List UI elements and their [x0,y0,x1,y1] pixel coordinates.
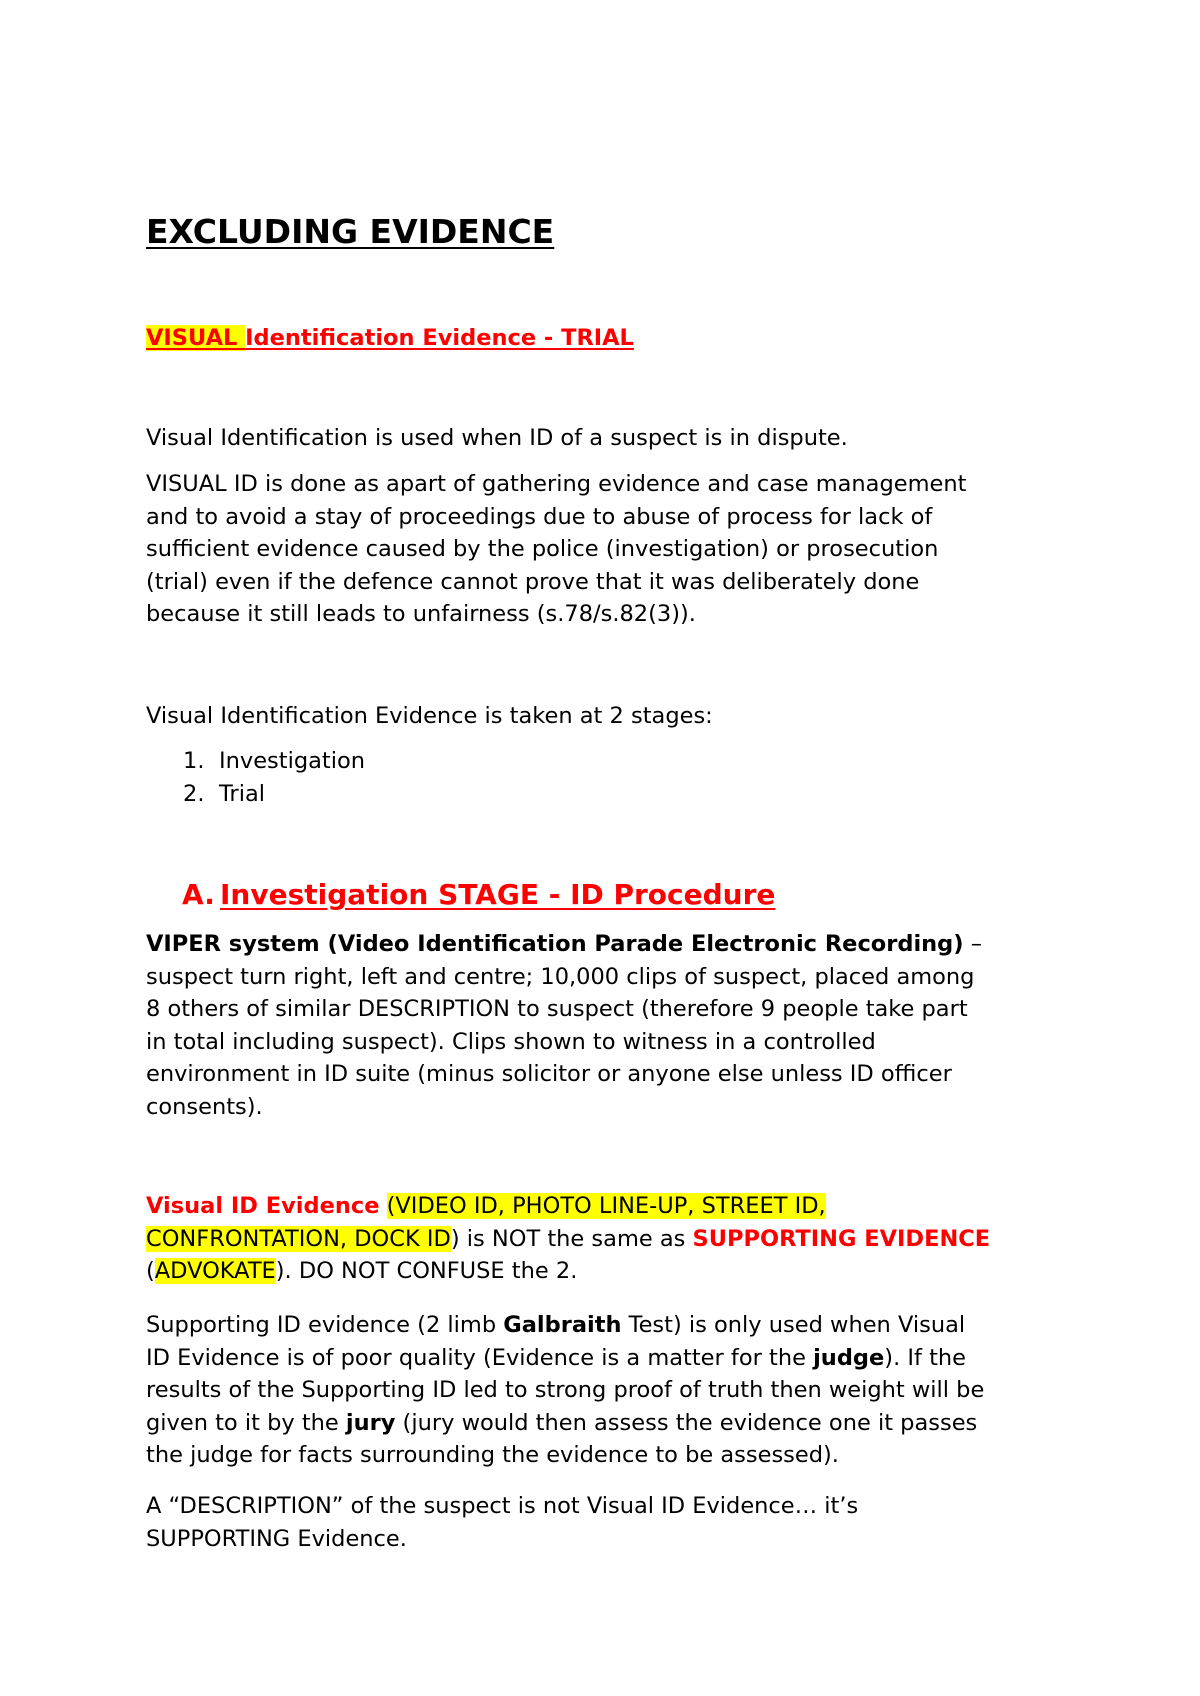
text-run: Supporting ID evidence (2 limb [146,1312,504,1338]
section-title: Investigation STAGE - ID Procedure [220,878,776,911]
paragraph-line [146,1309,1086,1342]
paragraph-line: SUPPORTING Evidence. [146,1525,407,1552]
paragraph-line [146,1342,1086,1375]
subtitle-rest: Identification Evidence - TRIAL [245,325,634,351]
comparison-text: ) is NOT the same as [450,1225,693,1252]
id-types-highlight: (VIDEO ID, PHOTO LINE-UP, STREET ID, [386,1193,826,1219]
visual-highlight: VISUAL [146,325,246,351]
paragraph-line: results of the Supporting ID led to strong proof of truth then weight will be [146,1377,985,1403]
advokate-highlight: ADVOKATE [154,1258,276,1284]
intro-paragraph: Visual Identification is used when ID of a suspect is in dispute. [146,425,848,451]
supporting-evidence-label: SUPPORTING EVIDENCE [692,1225,991,1252]
paragraph-line [146,1223,1086,1256]
paragraph-line [146,1407,1086,1440]
paragraph-line: environment in ID suite (minus solicitor or anyone else unless ID officer [146,1061,952,1087]
list-number: 2. [183,780,205,807]
jury-term: jury [345,1409,396,1436]
paragraph-line: in total including suspect). Clips shown to witness in a controlled [146,1028,876,1055]
section-a-heading [182,876,775,914]
text-run: Test) is only used when Visual [621,1312,966,1338]
section-subtitle [146,322,634,354]
section-marker: A. [182,878,215,911]
paragraph-line: suspect turn right, left and centre; 10,000 clips of suspect, placed among [146,963,975,990]
text-run: given to it by the [146,1409,346,1436]
stages-intro: Visual Identification Evidence is taken at 2 stages: [146,703,713,729]
paragraph-line: 8 others of similar DESCRIPTION to suspect (therefore 9 people take part [146,996,968,1022]
open-paren: ( [146,1258,155,1284]
paragraph-line: VISUAL ID is done as apart of gathering evidence and case management [146,471,967,497]
list-item [183,745,365,778]
galbraith-term: Galbraith [503,1312,622,1338]
list-number: 1. [183,748,205,774]
paragraph-line: consents). [146,1093,263,1120]
id-types-highlight: CONFRONTATION, DOCK ID [146,1225,451,1252]
visual-id-paragraph [146,468,1086,631]
list-label: Investigation [219,748,366,774]
viper-paragraph [146,928,1086,1123]
text-run: ). If the [884,1344,967,1371]
stages-list [183,745,365,810]
supporting-id-paragraph [146,1309,1086,1472]
paragraph-line: because it still leads to unfairness (s.78/s.82(3)). [146,601,696,627]
list-item [183,778,365,811]
document-title: EXCLUDING EVIDENCE [146,212,555,251]
paragraph-line: sufficient evidence caused by the police (investigation) or prosecution [146,536,939,562]
paragraph-line: and to avoid a stay of proceedings due to abuse of process for lack of [146,503,933,530]
paragraph-line [146,928,1086,961]
text-run: ID Evidence is of poor quality (Evidence is a matter for the [146,1344,814,1371]
description-paragraph [146,1490,1086,1555]
visual-id-label: Visual ID Evidence [146,1193,380,1219]
viper-term: VIPER system (Video Identification Parade Electronic Recording) [146,931,964,957]
paragraph-line: the judge for facts surrounding the evidence to be assessed). [146,1442,839,1468]
paragraph-line [146,1190,1086,1223]
visual-id-evidence-paragraph [146,1190,1086,1288]
paragraph-line: (trial) even if the defence cannot prove that it was deliberately done [146,568,920,595]
list-label: Trial [219,780,265,807]
warning-text: ). DO NOT CONFUSE the 2. [275,1258,578,1284]
text-run: (jury would then assess the evidence one it passes [395,1409,978,1436]
paragraph-line [146,1255,1086,1288]
judge-term: judge [813,1344,885,1371]
viper-dash: – [963,931,982,957]
paragraph-line: A “DESCRIPTION” of the suspect is not Visual ID Evidence… it’s [146,1493,859,1519]
